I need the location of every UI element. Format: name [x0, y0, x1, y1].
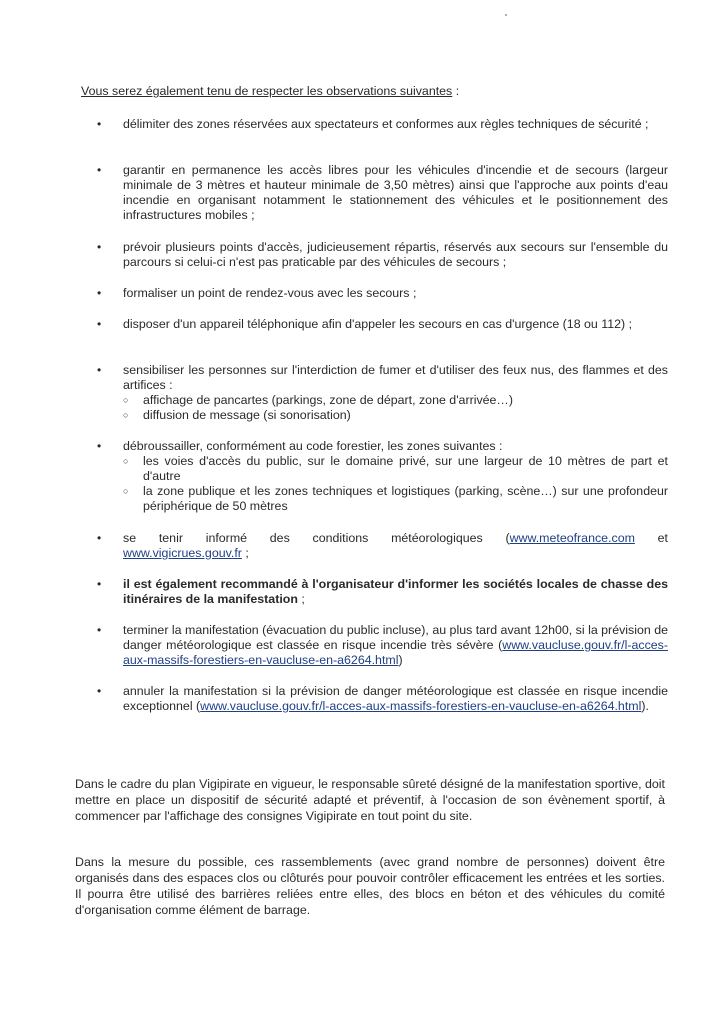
text-segment: ) — [398, 653, 403, 667]
link-vaucluse-massifs[interactable]: www.vaucluse.gouv.fr/l-acces-aux-massifs-forestiers-en-vaucluse-en-a6264.html — [123, 638, 668, 667]
paragraph-vigipirate: Dans le cadre du plan Vigipirate en vigueur, le responsable sûreté désigné de la manifestation sportive, doit mettre en place un dispositif de sécurité adapté et préventif, à l'occasion de son évènement sportif, à commencer par l'affichage des consignes Vigipirate en tout point du site. — [75, 777, 665, 823]
bullet: • — [97, 286, 102, 300]
link-meteofrance[interactable]: www.meteofrance.com — [509, 531, 635, 545]
bullet: • — [97, 117, 102, 131]
list-item-text: sensibiliser les personnes sur l'interdiction de fumer et d'utiliser des feux nus, des flammes et des artifices : — [123, 363, 668, 392]
list-item-text — [123, 577, 668, 607]
bullet: • — [97, 577, 102, 591]
intro-heading: Vous serez également tenu de respecter les observations suivantes — [81, 84, 453, 98]
list-item-text: garantir en permanence les accès libres pour les véhicules d'incendie et de secours (largeur minimale de 3 mètres et hauteur minimale de 3,50 mètres) ainsi que l'approche aux points d'eau incendie en organisant notamment le stationnement des véhicules et le positionnement des infrastructures mobiles ; — [123, 163, 668, 222]
text-segment: se tenir informé des conditions météorologiques ( — [123, 531, 510, 545]
sub-bullet: ○ — [123, 456, 129, 466]
sub-item-text: affichage de pancartes (parkings, zone de départ, zone d'arrivée…) — [143, 393, 513, 407]
text-segment: ; — [297, 592, 305, 606]
text-segment: ; — [241, 546, 249, 560]
bullet: • — [97, 363, 102, 377]
bullet: • — [97, 439, 102, 453]
bullet: • — [97, 317, 102, 331]
bullet: • — [97, 163, 102, 177]
sub-bullet: ○ — [123, 410, 129, 420]
sub-bullet: ○ — [123, 395, 129, 405]
link-vigicrues[interactable]: www.vigicrues.gouv.fr — [123, 546, 242, 560]
text-segment: annuler la manifestation si la prévision de danger météorologique est classée en risque incendie exceptionnel ( — [123, 684, 668, 713]
sub-item-text: diffusion de message (si sonorisation) — [143, 408, 351, 422]
list-item-text — [123, 531, 668, 546]
list-item-text-continuation — [123, 546, 668, 561]
intro-suffix: : — [452, 84, 460, 98]
text-segment: ). — [641, 699, 649, 713]
text-segment: et — [634, 531, 668, 545]
sub-bullet: ○ — [123, 486, 129, 496]
intro-line — [81, 84, 459, 99]
bold-recommendation: il est également recommandé à l'organisateur d'informer les sociétés locales de chasse des itinéraires de la manifestation — [123, 577, 668, 606]
list-item-text: disposer d'un appareil téléphonique afin d'appeler les secours en cas d'urgence (18 ou 112) ; — [123, 317, 633, 331]
list-item-text — [123, 684, 668, 714]
link-vaucluse-massifs[interactable]: www.vaucluse.gouv.fr/l-acces-aux-massifs-forestiers-en-vaucluse-en-a6264.html — [200, 699, 642, 713]
sub-item-text: la zone publique et les zones techniques et logistiques (parking, scène…) sur une profondeur périphérique de 50 mètres — [143, 484, 668, 513]
scan-speck — [505, 14, 507, 16]
sub-item-text: les voies d'accès du public, sur le domaine privé, sur une largeur de 10 mètres de part et d'autre — [143, 454, 668, 483]
bullet: • — [97, 623, 102, 637]
bullet: • — [97, 684, 102, 698]
list-item-text: débroussailler, conformément au code forestier, les zones suivantes : — [123, 439, 503, 453]
list-item-text — [123, 623, 668, 668]
bullet: • — [97, 531, 102, 545]
text-segment: terminer la manifestation (évacuation du public incluse), au plus tard avant 12h00, si la prévision de danger météorologique est classée en risque incendie très sévère ( — [123, 623, 668, 652]
bullet: • — [97, 240, 102, 254]
paragraph-rassemblements: Dans la mesure du possible, ces rassemblements (avec grand nombre de personnes) doivent être organisés dans des espaces clos ou clôturés pour pouvoir contrôler efficacement les entrées et les sorties. Il pourra être utilisé des barrières reliées entre elles, des blocs en béton et des véhicules du comité d'organisation comme élément de barrage. — [75, 855, 665, 917]
list-item-text: prévoir plusieurs points d'accès, judicieusement répartis, réservés aux secours sur l'ensemble du parcours si celui-ci n'est pas praticable par des véhicules de secours ; — [123, 240, 668, 269]
list-item-text: formaliser un point de rendez-vous avec les secours ; — [123, 286, 417, 300]
list-item-text: délimiter des zones réservées aux spectateurs et conformes aux règles techniques de sécurité ; — [123, 117, 649, 131]
